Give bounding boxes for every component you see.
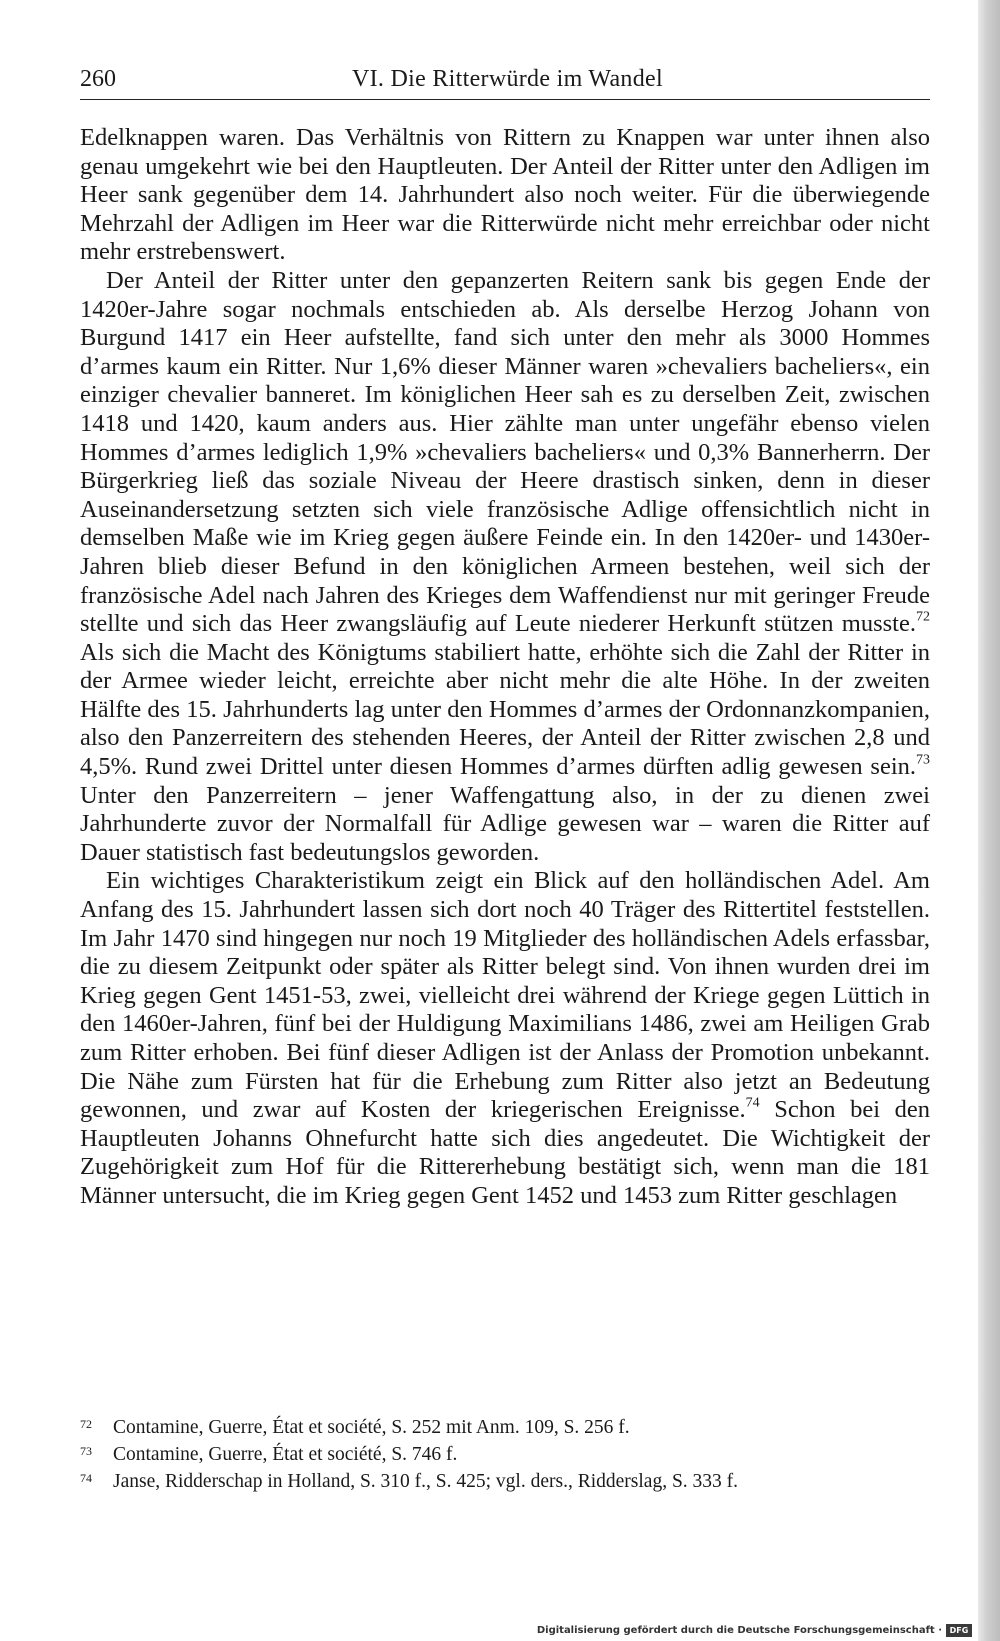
footnote — [80, 1414, 930, 1441]
footnote — [80, 1468, 930, 1495]
footnote-ref-74: 74 — [745, 1095, 760, 1111]
digitization-credit: Digitalisierung gefördert durch die Deutsche Forschungsgemeinschaft · — [536, 1625, 942, 1636]
paragraph-2-part-2: Als sich die Macht des Königtums stabiliert hatte, erhöhte sich die Zahl der Ritter in der Armee wieder leicht, erreichte aber nicht mehr die alte Höhe. In der zweiten Hälfte des 15. Jahrhunderts lag unter den Hommes d’armes der Ordonnanzkompanien, also den Panzerreitern des stehenden Heeres, der Anteil der Ritter zwischen 2,8 und 4,5%. Rund zwei Drittel unter diesen Hommes d’armes dürften adlig gewesen sein. — [80, 638, 930, 781]
footnote-text: Contamine, Guerre, État et société, S. 252 mit Anm. 109, S. 256 f. — [113, 1417, 630, 1438]
paragraph-2-part-1: Der Anteil der Ritter unter den gepanzerten Reitern sank bis gegen Ende der 1420er-Jahre sogar nochmals entschieden ab. Als derselbe Herzog Johann von Burgund 1417 ein Heer aufstellte, fand sich unter den mehr als 3000 Hommes d’armes kaum ein Ritter. Nur 1,6% dieser Männer waren »chevaliers bacheliers«, ein einziger chevalier banneret. Im königlichen Heer sah es zu derselben Zeit, zwischen 1418 und 1420, kaum anders aus. Hier zählte man unter ungefähr ebenso vielen Hommes d’armes lediglich 1,9% »chevaliers bacheliers« und 0,3% Bannerherrn. Der Bürgerkrieg ließ das soziale Niveau der Heere drastisch sinken, denn in dieser Auseinandersetzung setzten sich viele französische Adlige offensichtlich nicht in demselben Maße wie im Krieg gegen äußere Feinde ein. In den 1420er- und 1430er-Jahren blieb dieser Befund in den königlichen Armeen bestehen, weil sich der französische Adel nach Jahren des Krieges dem Waffendienst nur mit geringer Freude stellte und sich das Heer zwangsläufig auf Leute niederer Herkunft stützen musste. — [80, 266, 930, 638]
footnotes — [80, 1414, 930, 1495]
dfg-logo: DFG — [946, 1624, 972, 1637]
page-number: 260 — [80, 66, 116, 92]
footnote-number: 72 — [80, 1417, 92, 1431]
page-edge — [978, 0, 1000, 1641]
paragraph-3 — [80, 867, 930, 1210]
paragraph-1: Edelknappen waren. Das Verhältnis von Rittern zu Knappen war unter ihnen also genau umgekehrt wie bei den Hauptleuten. Der Anteil der Ritter unter den Adligen im Heer sank gegenüber dem 14. Jahrhundert also noch weiter. Für die überwiegende Mehrzahl der Adligen im Heer war die Ritterwürde nicht mehr erreichbar oder nicht mehr erstrebenswert. — [80, 124, 930, 266]
running-head: VI. Die Ritterwürde im Wandel — [352, 66, 663, 92]
paragraph-3-part-2: Schon bei den Hauptleuten Johanns Ohnefurcht hatte sich dies angedeutet. Die Wichtigkeit der Zugehörigkeit zum Hof für die Rittererhebung bestätigt sich, wenn man die 181 Männer untersucht, die im Krieg gegen Gent 1452 und 1453 zum Ritter geschlagen — [80, 1096, 930, 1209]
paragraph-2 — [80, 267, 930, 867]
paragraph-3-part-1: Ein wichtiges Charakteristikum zeigt ein Blick auf den holländischen Adel. Am Anfang des 15. Jahrhundert lassen sich dort noch 40 Träger des Rittertitel feststellen. Im Jahr 1470 sind hingegen nur noch 19 Mitglieder des holländischen Adels erfassbar, die zu diesem Zeitpunkt oder später als Ritter belegt sind. Von ihnen wurden drei im Krieg gegen Gent 1451-53, zwei, vielleicht drei während der Kriege gegen Lüttich in den 1460er-Jahren, fünf bei der Huldigung Maximilians 1486, zwei am Heiligen Grab zum Ritter erhoben. Bei fünf dieser Adligen ist der Anlass der Promotion unbekannt. Die Nähe zum Fürsten hat für die Erhebung zum Ritter also jetzt an Bedeutung gewonnen, und zwar auf Kosten der kriegerischen Ereignisse. — [80, 867, 930, 1124]
footnote-number: 73 — [80, 1444, 92, 1458]
main-text — [80, 124, 930, 1211]
footnote-text: Contamine, Guerre, État et société, S. 746 f. — [113, 1444, 458, 1465]
header-rule — [80, 99, 930, 100]
footnote-number: 74 — [80, 1471, 92, 1485]
footnote-text: Janse, Ridderschap in Holland, S. 310 f., S. 425; vgl. ders., Ridderslag, S. 333 f. — [113, 1471, 739, 1492]
page-header — [80, 62, 930, 96]
paragraph-2-part-3: Unter den Panzerreitern – jener Waffengattung also, in der zu dienen zwei Jahrhunderte zuvor der Normalfall für Adlige gewesen war – waren die Ritter auf Dauer statistisch fast bedeutungslos geworden. — [80, 781, 930, 866]
footnote-ref-73: 73 — [916, 752, 930, 768]
footnote — [80, 1441, 930, 1468]
footnote-ref-72: 72 — [916, 609, 930, 625]
